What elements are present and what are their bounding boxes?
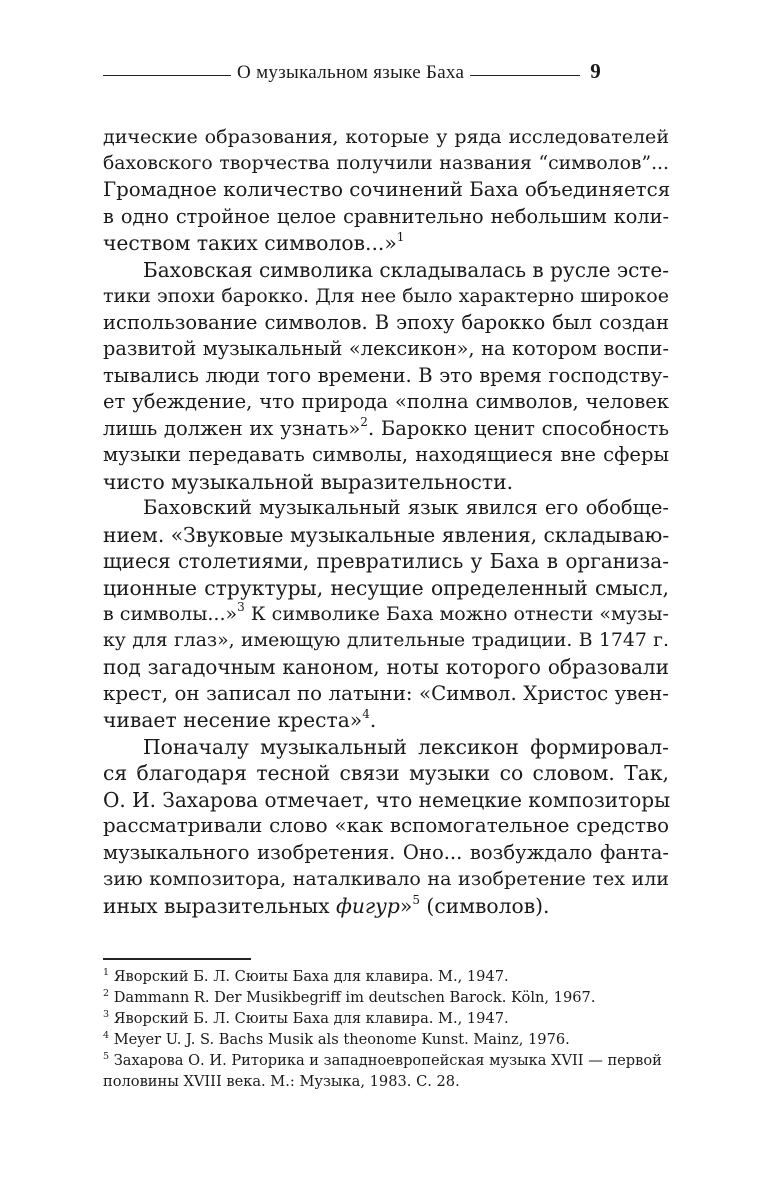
footnote-number: 4 — [103, 1030, 110, 1041]
running-header — [103, 56, 665, 84]
text-line: тывались люди того времени. В это время господству- — [103, 363, 669, 387]
text-line: тики эпохи барокко. Для нее было характерно широкое — [103, 285, 669, 307]
header-rule-left — [103, 75, 231, 76]
text-line: музыки передавать символы, находящиеся вне сферы — [103, 443, 669, 466]
footnote-number: 2 — [103, 988, 110, 999]
footnote-continuation: половины XVIII века. М.: Музыка, 1983. С. 28. — [103, 1073, 460, 1090]
text-line: Баховская символика складывалась в русле эсте- — [143, 257, 669, 282]
footnote-ref: 4 — [362, 707, 370, 721]
footnotes — [103, 966, 669, 1092]
footnote-ref: 2 — [360, 414, 368, 429]
footnote-text: Яворский Б. Л. Сюиты Баха для клавира. М., 1947. — [113, 968, 509, 985]
footnote-ref: 3 — [237, 600, 245, 614]
text-line: нием. «Звуковые музыкальные явления, складываю- — [103, 522, 670, 547]
text-line: дические образования, которые у ряда исследователей — [103, 126, 669, 148]
main-text — [103, 124, 669, 919]
text-span: . Барокко ценит способность — [367, 416, 669, 440]
text-span: чивает несение креста» — [103, 708, 363, 732]
text-line: крест, он записал по латыни: «Символ. Христос увен- — [103, 681, 669, 705]
text-line: щиеся столетиями, превратились у Баха в организа- — [103, 549, 669, 573]
footnote-item — [103, 966, 669, 987]
text-line: зию композитора, наталкивало на изобретение тех или — [103, 868, 669, 890]
text-line: Поначалу музыкальный лексикон формировал- — [143, 734, 669, 759]
text-line: развитой музыкальный «лексикон», на котором воспи- — [103, 337, 669, 360]
footnote-item — [103, 1008, 669, 1029]
paragraph-3 — [103, 495, 669, 734]
emphasis: фигур — [335, 893, 400, 918]
footnote-separator — [103, 958, 251, 960]
text-line: Баховский музыкальный язык явился его обобще- — [143, 496, 669, 519]
footnote-item — [103, 987, 669, 1008]
footnote-text: Dammann R. Der Musikbegriff im deutschen Barock. Köln, 1967. — [113, 989, 596, 1006]
text-line — [103, 707, 669, 734]
text-line: рассматривали слово «как вспомогательное средство — [103, 814, 669, 837]
text-span: К символике Баха можно отнести «музы- — [244, 603, 669, 625]
footnote-ref: 5 — [412, 892, 420, 907]
footnote-number: 1 — [103, 967, 110, 978]
footnote-ref: 1 — [396, 230, 405, 244]
footnote-number: 3 — [103, 1009, 110, 1020]
text-line: О. И. Захарова отмечает, что немецкие композиторы — [103, 787, 671, 812]
text-span: (символов). — [419, 893, 550, 918]
text-line: музыкального изобретения. Оно... возбуждало фанта- — [103, 840, 669, 864]
footnote-text: Яворский Б. Л. Сюиты Баха для клавира. М., 1947. — [113, 1010, 509, 1027]
text-line: ционные структуры, несущие определенный смысл, — [103, 575, 669, 600]
running-title: О музыкальном языке Баха — [237, 62, 465, 83]
text-line: Громадное количество сочинений Баха объединяется — [103, 178, 671, 201]
text-line: ся благодаря тесной связи музыки со словом. Так, — [103, 761, 669, 785]
text-line: чисто музыкальной выразительности. — [103, 469, 514, 494]
text-span: » — [399, 893, 413, 918]
text-line: баховского творчества получили названия “символов”... — [103, 152, 669, 174]
text-line — [103, 416, 669, 443]
text-line — [103, 893, 669, 920]
footnote-text: Захарова О. И. Риторика и западноевропейская музыка XVII — первой — [113, 1052, 662, 1069]
text-line — [103, 230, 669, 257]
text-line: использование символов. В эпоху барокко был создан — [103, 310, 669, 334]
text-line: ет убеждение, что природа «полна символов, человек — [103, 390, 669, 413]
footnote-item — [103, 1029, 669, 1050]
paragraph-1 — [103, 124, 669, 257]
footnote-item — [103, 1050, 669, 1071]
text-span: чеством таких символов...» — [103, 231, 397, 255]
header-rule-right — [470, 75, 580, 76]
text-line: под загадочным каноном, ноты которого образовали — [103, 655, 669, 679]
text-line: ку для глаз», имеющую длительные традиции. В 1747 г. — [103, 629, 669, 651]
footnote-text: Meyer U. J. S. Bachs Musik als theonome Kunst. Mainz, 1976. — [113, 1031, 570, 1048]
text-span: . — [369, 708, 377, 732]
text-line — [103, 601, 669, 628]
text-span: иных выразительных — [103, 893, 336, 918]
text-line: в одно стройное целое сравнительно небольшим коли- — [103, 204, 669, 228]
paragraph-4 — [103, 734, 669, 920]
text-span: лишь должен их узнать» — [103, 416, 361, 440]
page-number: 9 — [590, 59, 601, 83]
paragraph-2 — [103, 257, 669, 496]
text-span: в символы...» — [103, 603, 238, 625]
footnote-number: 5 — [103, 1051, 110, 1062]
